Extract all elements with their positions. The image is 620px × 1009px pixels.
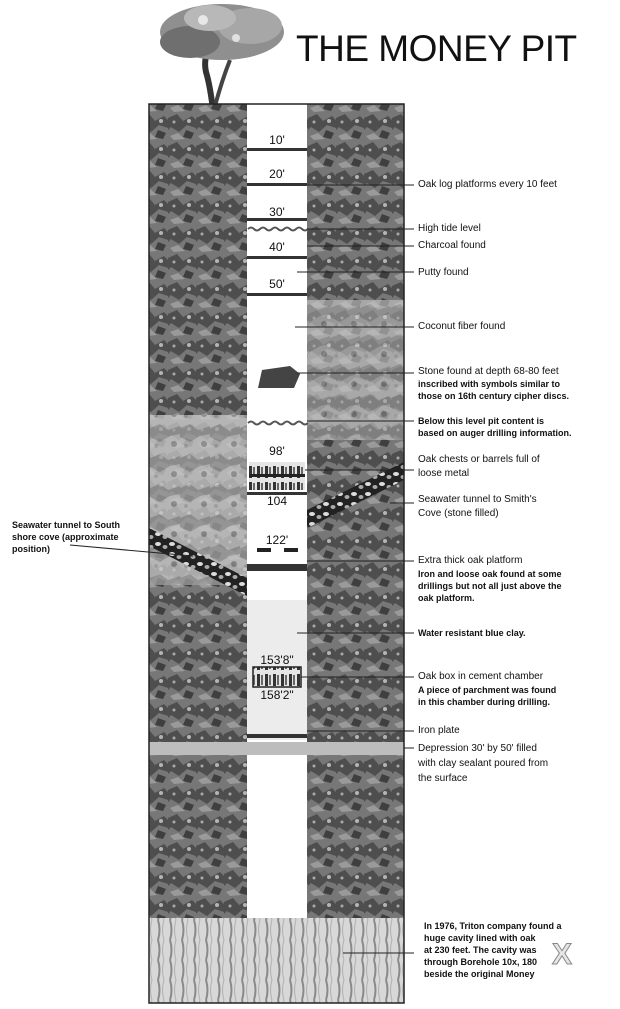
depth-marker-153: 153'8" <box>260 653 294 667</box>
depth-marker-158: 158'2" <box>260 688 294 702</box>
depth-marker-50: 50' <box>269 277 285 291</box>
label-triton-2: huge cavity lined with oak <box>424 933 536 943</box>
bottom-cavity-layer <box>149 918 404 1003</box>
depth-marker-10: 10' <box>269 133 285 147</box>
chest-divider <box>249 474 305 477</box>
label-triton-5: beside the original Money <box>424 969 535 979</box>
label-auger-1: Below this level pit content is <box>418 416 545 426</box>
label-chests-2: loose metal <box>418 468 470 479</box>
platform-122-mark-right <box>284 548 298 552</box>
label-tunnel-south-3: position) <box>12 544 50 554</box>
pit-shaft <box>247 104 307 920</box>
label-tunnel-south-1: Seawater tunnel to South <box>12 520 121 530</box>
label-triton-3: at 230 feet. The cavity was <box>424 945 537 955</box>
label-depression-2: with clay sealant poured from <box>418 758 549 769</box>
label-thick-oak-3: drillings but not all just above the <box>418 581 562 591</box>
label-tunnel-smith-1: Seawater tunnel to Smith's <box>418 494 537 505</box>
label-depression-1: Depression 30' by 50' filled <box>418 743 537 754</box>
platform-122-mark-left <box>257 548 271 552</box>
label-stone-3: those on 16th century cipher discs. <box>418 391 570 401</box>
oak-box <box>253 667 301 687</box>
watermark-logo: X <box>552 938 573 971</box>
label-charcoal: Charcoal found <box>418 240 486 251</box>
label-oak-box-1: Oak box in cement chamber <box>418 671 544 682</box>
depth-marker-40: 40' <box>269 240 285 254</box>
label-tunnel-south-2: shore cove (approximate <box>12 532 119 542</box>
label-putty: Putty found <box>418 267 469 278</box>
label-oak-box-2: A piece of parchment was found <box>418 685 557 695</box>
right-light-band <box>307 300 404 440</box>
label-tunnel-smith-2: Cove (stone filled) <box>418 508 499 519</box>
label-oak-box-3: in this chamber during drilling. <box>418 697 551 707</box>
label-auger-2: based on auger drilling information. <box>418 428 572 438</box>
label-triton-1: In 1976, Triton company found a <box>424 921 562 931</box>
label-high-tide: High tide level <box>418 223 481 234</box>
label-chests-1: Oak chests or barrels full of <box>418 454 540 465</box>
depth-marker-122: 122' <box>265 533 289 547</box>
label-stone-1: Stone found at depth 68-80 feet <box>418 366 559 377</box>
diagram-title: THE MONEY PIT <box>296 28 577 69</box>
label-thick-oak-1: Extra thick oak platform <box>418 555 523 566</box>
depth-marker-30: 30' <box>269 205 285 219</box>
depression-band <box>149 742 404 755</box>
depth-marker-98: 98' <box>269 444 285 458</box>
label-oak-platforms: Oak log platforms every 10 feet <box>418 179 557 190</box>
label-coconut: Coconut fiber found <box>418 321 506 332</box>
label-stone-2: inscribed with symbols similar to <box>418 379 561 389</box>
label-iron-plate: Iron plate <box>418 725 460 736</box>
label-blue-clay: Water resistant blue clay. <box>418 628 526 638</box>
depth-marker-104: 104 <box>266 494 288 508</box>
label-depression-3: the surface <box>418 773 468 784</box>
label-thick-oak-4: oak platform. <box>418 593 475 603</box>
label-triton-4: through Borehole 10x, 180 <box>424 957 538 967</box>
depth-marker-20: 20' <box>269 167 285 181</box>
label-thick-oak-2: Iron and loose oak found at some <box>418 569 562 579</box>
